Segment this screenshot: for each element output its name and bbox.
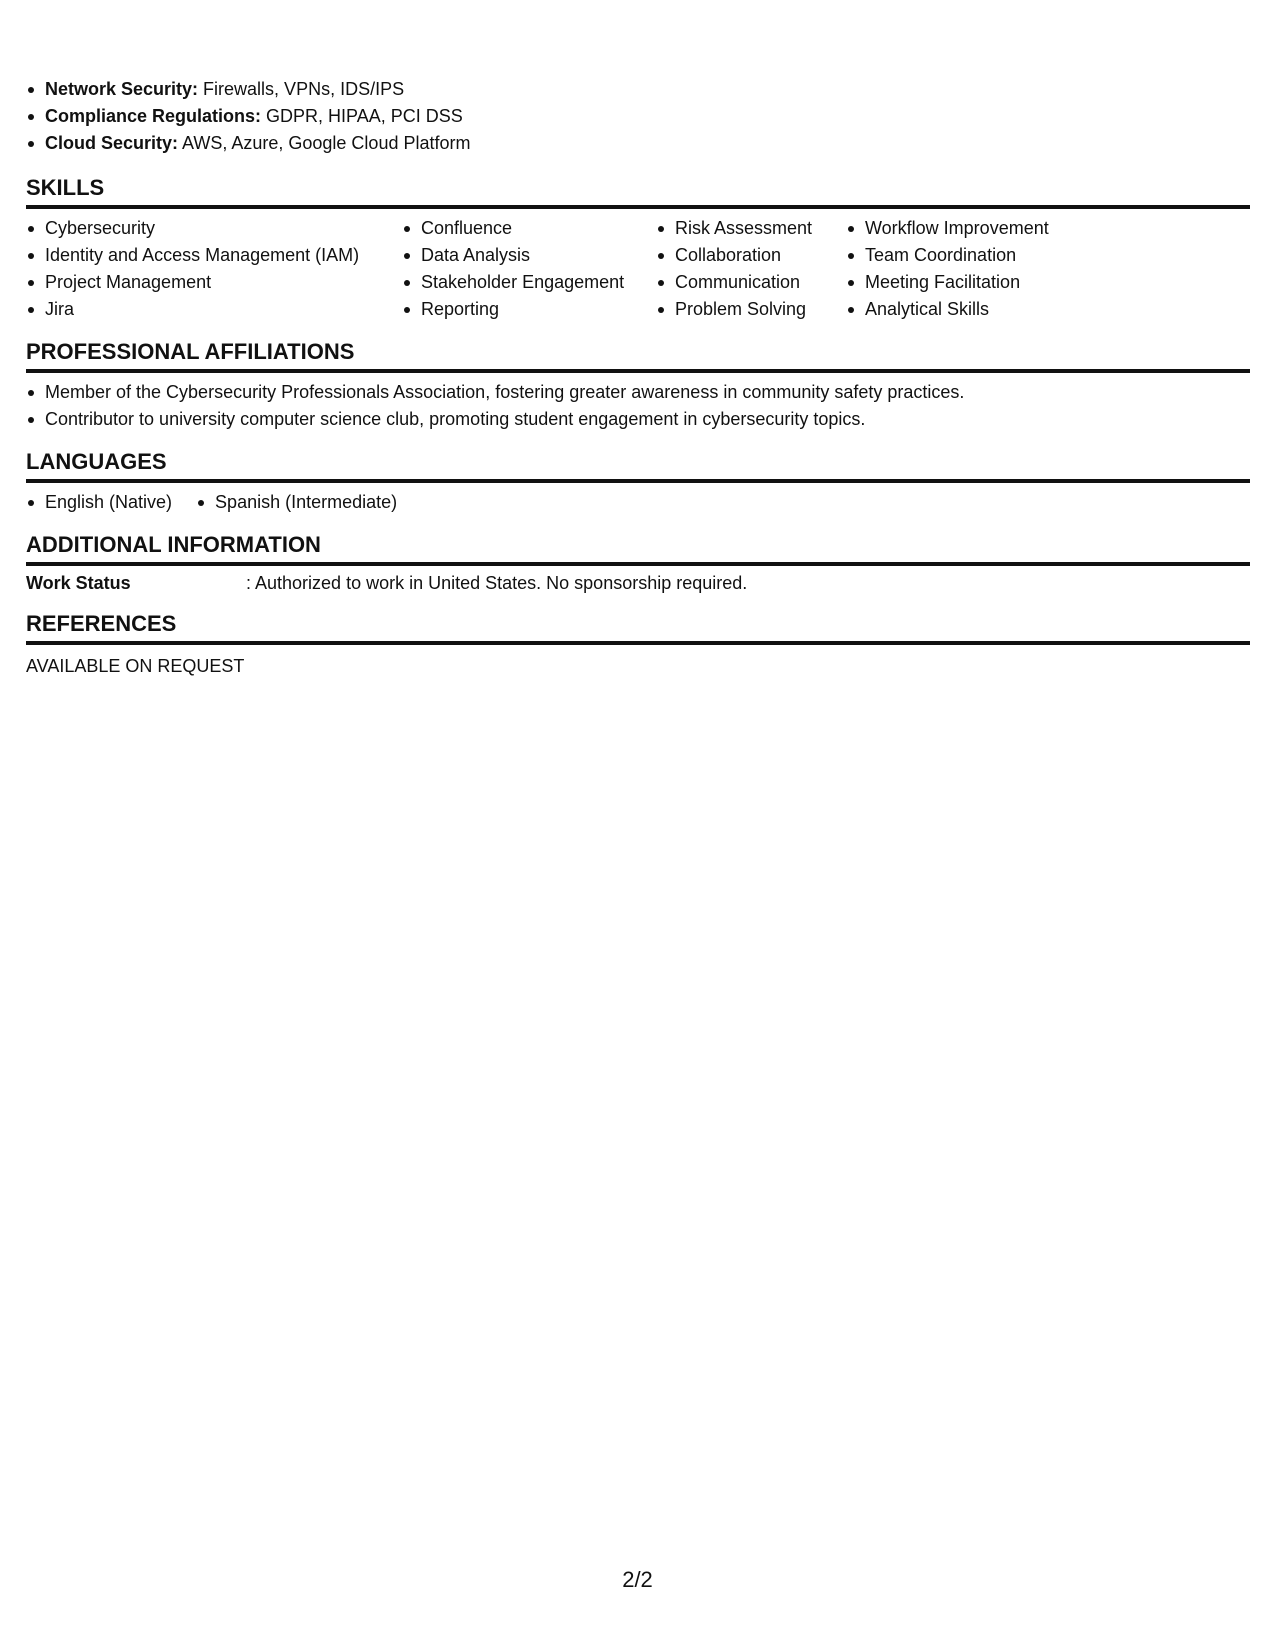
skill-item: Communication (656, 269, 846, 296)
skill-item: Workflow Improvement (846, 215, 1086, 242)
skill-item: Meeting Facilitation (846, 269, 1086, 296)
list-item: Compliance Regulations: GDPR, HIPAA, PCI DSS (26, 103, 1250, 130)
skills-grid (26, 215, 1250, 323)
skill-item: Reporting (402, 296, 656, 323)
language-item: English (Native) (26, 489, 172, 516)
page-number: 2/2 (622, 1567, 653, 1592)
affiliations-list (26, 379, 1250, 433)
skills-column (846, 215, 1086, 323)
skill-item: Cybersecurity (26, 215, 402, 242)
language-item: Spanish (Intermediate) (196, 489, 397, 516)
references-text: AVAILABLE ON REQUEST (26, 656, 245, 676)
skill-item: Confluence (402, 215, 656, 242)
skill-item: Jira (26, 296, 402, 323)
skill-item: Data Analysis (402, 242, 656, 269)
skill-item: Problem Solving (656, 296, 846, 323)
list-item: Cloud Security: AWS, Azure, Google Cloud Platform (26, 130, 1250, 157)
skill-item: Stakeholder Engagement (402, 269, 656, 296)
skills-heading: SKILLS (26, 175, 1250, 209)
skills-column (402, 215, 656, 323)
work-status-label: Work Status (26, 573, 131, 593)
skill-item: Team Coordination (846, 242, 1086, 269)
skill-item: Risk Assessment (656, 215, 846, 242)
skills-column (26, 215, 402, 323)
skill-item: Analytical Skills (846, 296, 1086, 323)
work-status-row (26, 570, 1250, 597)
skill-item: Collaboration (656, 242, 846, 269)
resume-page (26, 76, 1250, 680)
skill-item: Project Management (26, 269, 402, 296)
skills-column (656, 215, 846, 323)
work-status-value: : Authorized to work in United States. No sponsorship required. (246, 573, 748, 593)
references-heading: REFERENCES (26, 611, 1250, 645)
list-item: Network Security: Firewalls, VPNs, IDS/IPS (26, 76, 1250, 103)
affiliation-item: Contributor to university computer science club, promoting student engagement in cybersecurity topics. (26, 406, 1250, 433)
affiliation-item: Member of the Cybersecurity Professionals Association, fostering greater awareness in community safety practices. (26, 379, 1250, 406)
languages-heading: LANGUAGES (26, 449, 1250, 483)
technical-skills-list (26, 76, 1250, 157)
additional-info-heading: ADDITIONAL INFORMATION (26, 532, 1250, 566)
affiliations-heading: PROFESSIONAL AFFILIATIONS (26, 339, 1250, 373)
skill-item: Identity and Access Management (IAM) (26, 242, 402, 269)
languages-list (26, 489, 1250, 516)
